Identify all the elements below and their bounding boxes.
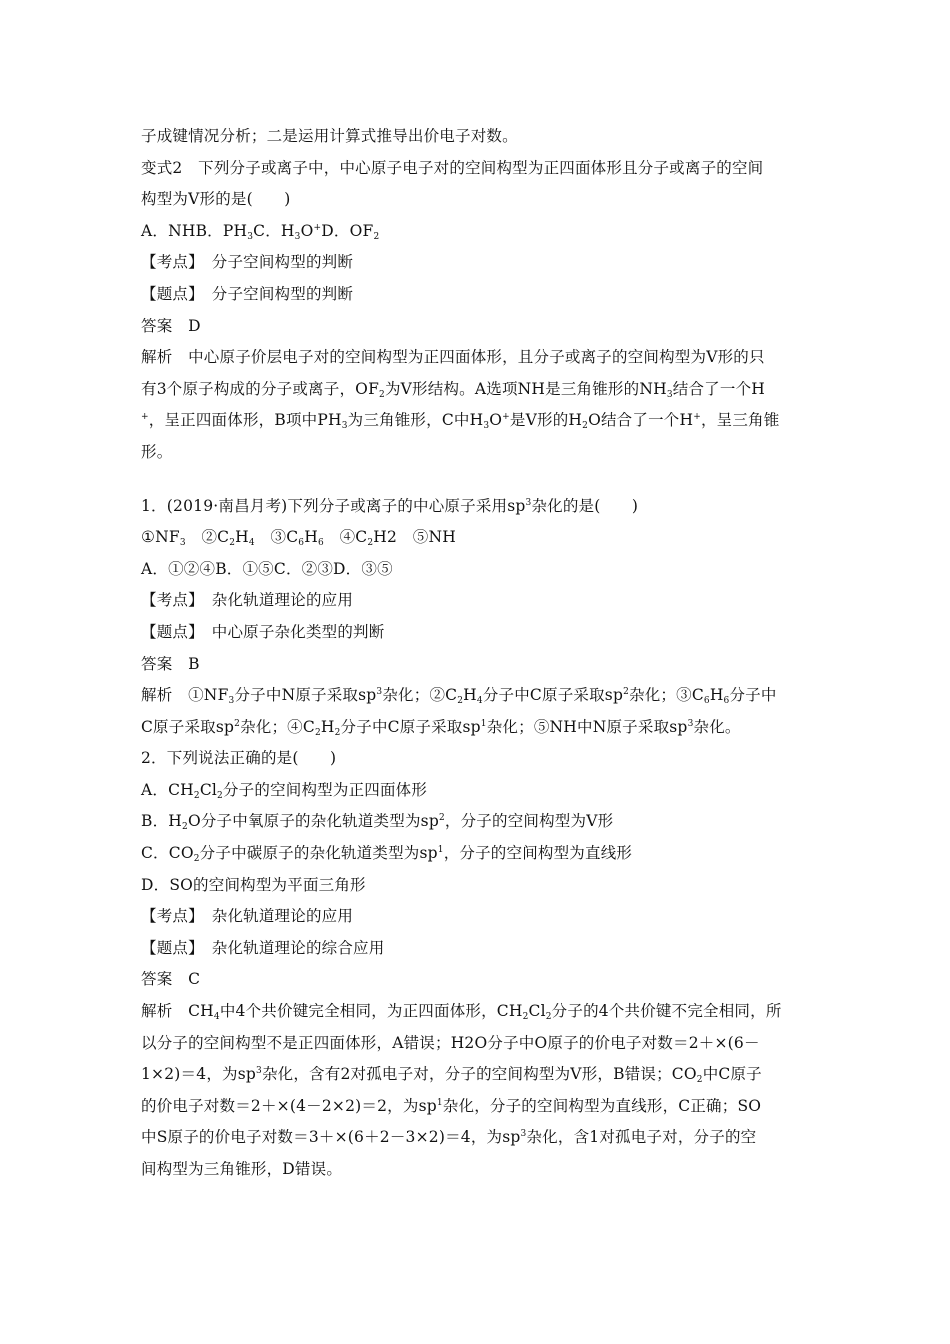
text-line: D．SO的空间构型为平面三角形 <box>141 875 366 894</box>
text-line: 构型为V形的是( ) <box>141 190 291 209</box>
text-line: 【考点】 分子空间构型的判断 <box>141 253 354 272</box>
text-line: 的价电子对数＝2＋×(4－2×2)＝2，为$sp^1$杂化，分子的空间构型为直线形，C正确；SO <box>141 1096 762 1115</box>
text-line: 解析 中心原子价层电子对的空间构型为正四面体形，且分子或离子的空间构型为V形的只 <box>141 348 765 367</box>
text-line: C原子采取$sp^2$杂化；$④C_2H_2$分子中C原子采取$sp^1$杂化；⑤NH中N原子采取$sp^3$杂化。 <box>141 717 741 738</box>
text-line: 形。 <box>141 442 173 461</box>
text-line: 有3个原子构成的分子或离子，$OF_2$为V形结构。A选项NH是三角锥形的$NH_3$结合了一个H <box>141 379 765 400</box>
text-line: C．$CO_2$分子中碳原子的杂化轨道类型为$sp^1$，分子的空间构型为直线形 <box>141 844 633 865</box>
text-line: 答案 D <box>141 316 201 335</box>
text-line: 变式2 下列分子或离子中，中心原子电子对的空间构型为正四面体形且分子或离子的空间 <box>141 158 764 177</box>
text-line: 2．下列说法正确的是( ) <box>141 749 337 768</box>
text-line: A．NHB．$PH_3C$．$H_3O^+D$．$OF_2$ <box>141 221 380 242</box>
text-line: A．①②④B．①⑤C．②③D．③⑤ <box>141 559 393 578</box>
text-line: 【考点】 杂化轨道理论的应用 <box>141 591 354 610</box>
text-line: 中S原子的价电子对数＝3＋×(6＋2－3×2)＝4，为$sp^3$杂化，含1对孤电子对，分子的空 <box>141 1128 757 1147</box>
text-line: $①NF_3$ $②C_2H_4$ $③C_6H_6$ $④C_2H2$ ⑤NH <box>141 528 456 549</box>
text-line: 以分子的空间构型不是正四面体形，A错误；H2O分子中O原子的价电子对数＝2＋×(6－ <box>141 1033 760 1052</box>
text-line: 解析 $①NF_3$分子中N原子采取$sp^3$杂化；$②C_2H_4$分子中C原子采取$sp^2$杂化；$③C_6H_6$分子中 <box>141 686 777 707</box>
text-line: 1．(2019·南昌月考)下列分子或离子的中心原子采用$sp^3$杂化的是( ) <box>141 496 639 515</box>
text-line: 【题点】 中心原子杂化类型的判断 <box>141 622 385 641</box>
text-line: 间构型为三角锥形，D错误。 <box>141 1160 343 1178</box>
text-line: +，呈正四面体形，B项中$PH_3$为三角锥形，C中$H_3O^+$是V形的$H_2O$结合了一个H+，呈三角锥 <box>141 411 780 432</box>
text-line: 【考点】 杂化轨道理论的应用 <box>141 907 354 926</box>
text-line: 【题点】 杂化轨道理论的综合应用 <box>141 938 385 957</box>
text-line: 答案 B <box>141 654 200 673</box>
text-line: 答案 C <box>141 970 201 989</box>
text-line: 【题点】 分子空间构型的判断 <box>141 284 354 303</box>
text-line: 解析 $CH_4$中4个共价键完全相同，为正四面体形，$CH_2Cl_2$分子的4个共价键不完全相同，所 <box>141 1002 782 1023</box>
document-body <box>141 121 813 1186</box>
text-line: B．$H_2O$分子中氧原子的杂化轨道类型为$sp^2$，分子的空间构型为V形 <box>141 812 614 833</box>
text-line: A．$CH_2Cl_2$分子的空间构型为正四面体形 <box>141 780 428 801</box>
text-line: 子成键情况分析；二是运用计算式推导出价电子对数。 <box>141 127 518 145</box>
text-line: 1×2)＝4，为$sp^3$杂化，含有2对孤电子对，分子的空间构型为V形，B错误；$CO_2$中C原子 <box>141 1065 762 1086</box>
